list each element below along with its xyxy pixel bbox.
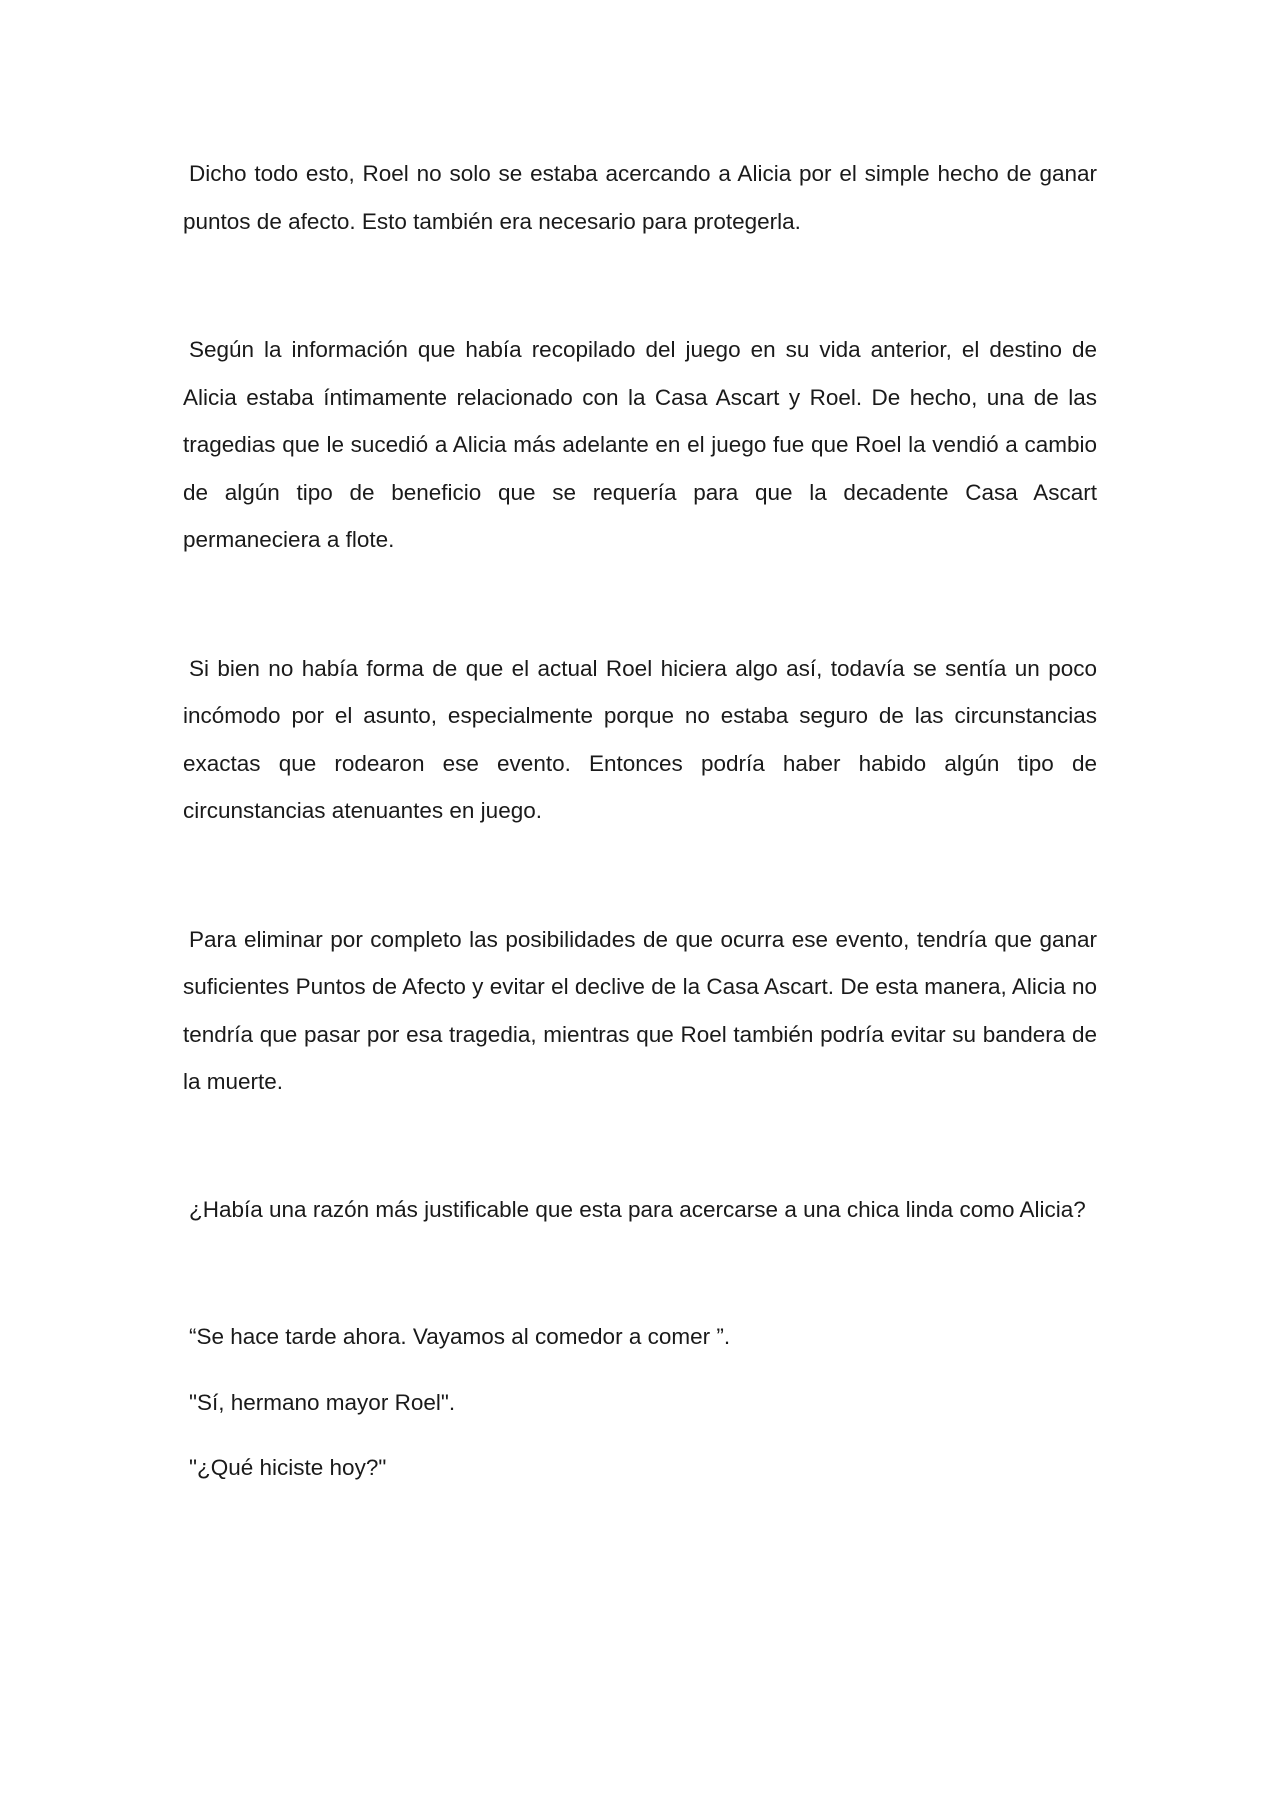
document-page [183,150,1097,1510]
paragraph-3: Si bien no había forma de que el actual Roel hiciera algo así, todavía se sentía un poco incómodo por el asunto, especialmente porque no estaba seguro de las circunstancias exactas que rodearon ese evento. Entonces podría haber habido algún tipo de circunstancias atenuantes en juego. [183,655,1097,823]
dialogue-line-3: "¿Qué hiciste hoy?" [189,1455,387,1480]
paragraph-2: Según la información que había recopilado del juego en su vida anterior, el destino de Alicia estaba íntimamente relacionado con la Casa Ascart y Roel. De hecho, una de las tragedias que le sucedió a Alicia más adelante en el juego fue que Roel la vendió a cambio de algún tipo de beneficio que se requería para que la decadente Casa Ascart permaneciera a flote. [183,337,1097,552]
dialogue-line-1: “Se hace tarde ahora. Vayamos al comedor a comer ”. [189,1324,731,1349]
paragraph-5: ¿Había una razón más justificable que esta para acercarse a una chica linda como Alicia? [189,1196,1086,1222]
paragraph-1: Dicho todo esto, Roel no solo se estaba acercando a Alicia por el simple hecho de ganar puntos de afecto. Esto también era necesario para protegerla. [183,161,1097,234]
paragraph-4: Para eliminar por completo las posibilidades de que ocurra ese evento, tendría que ganar suficientes Puntos de Afecto y evitar el declive de la Casa Ascart. De esta manera, Alicia no tendría que pasar por esa tragedia, mientras que Roel también podría evitar su bandera de la muerte. [183,926,1097,1094]
dialogue-line-2: "Sí, hermano mayor Roel". [189,1389,456,1415]
